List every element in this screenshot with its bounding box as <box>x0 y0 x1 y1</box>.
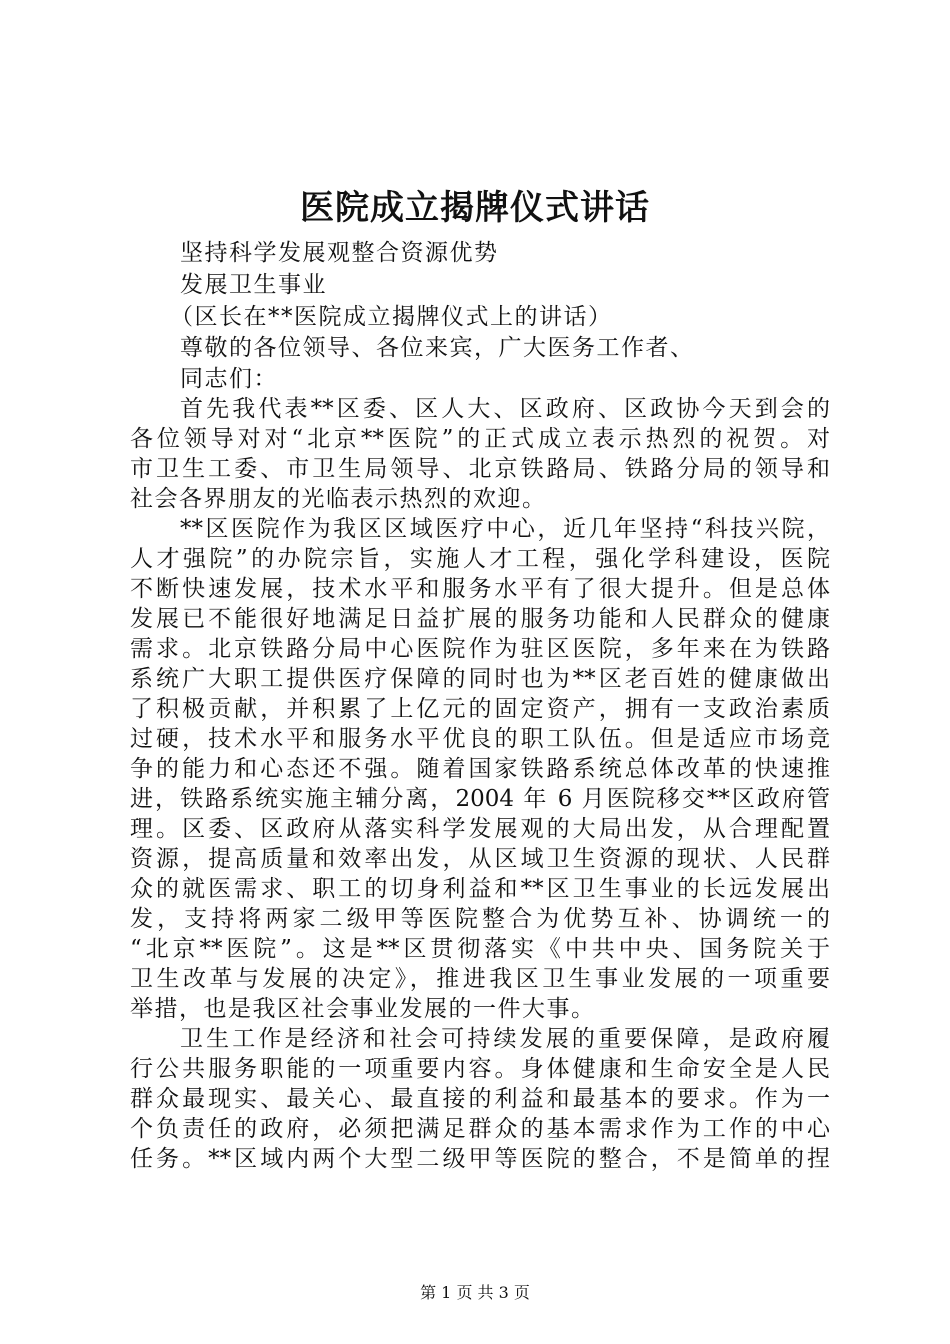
paragraph-line: 争的能力和心态还不强。随着国家铁路系统总体改革的快速推 <box>130 756 830 782</box>
subtitle-line-1: 坚持科学发展观整合资源优势 <box>180 240 499 266</box>
paragraph-line: “北京**医院”。这是**区贯彻落实《中共中央、国务院关于 <box>130 936 830 962</box>
salutation-line-1: 尊敬的各位领导、各位来宾，广大医务工作者、 <box>180 335 695 361</box>
paragraph-line: 过硬，技术水平和服务水平优良的职工队伍。但是适应市场竞 <box>130 726 830 752</box>
page-footer: 第 1 页 共 3 页 <box>420 1283 530 1302</box>
paragraph-line: 系统广大职工提供医疗保障的同时也为**区老百姓的健康做出 <box>130 666 830 692</box>
paragraph-line: 行公共服务职能的一项重要内容。身体健康和生命安全是人民 <box>130 1056 830 1082</box>
paragraph-line: 发展已不能很好地满足日益扩展的服务功能和人民群众的健康 <box>130 606 830 632</box>
paragraph-line: 进，铁路系统实施主辅分离，2004 年 6 月医院移交**区政府管 <box>130 786 830 812</box>
paragraph-line: 任务。**区域内两个大型二级甲等医院的整合，不是简单的捏 <box>130 1146 830 1172</box>
paragraph-line: 社会各界朋友的光临表示热烈的欢迎。 <box>130 486 547 512</box>
paragraph-line: 卫生改革与发展的决定》，推进我区卫生事业发展的一项重要 <box>130 966 830 992</box>
paragraph-line: 需求。北京铁路分局中心医院作为驻区医院，多年来在为铁路 <box>130 636 830 662</box>
paragraph-line: 举措，也是我区社会事业发展的一件大事。 <box>130 996 596 1022</box>
paragraph-line: 各位领导对对“北京**医院”的正式成立表示热烈的祝贺。对 <box>130 426 830 452</box>
paragraph-line: 首先我代表**区委、区人大、区政府、区政协今天到会的 <box>180 396 830 422</box>
paragraph-line: 市卫生工委、市卫生局领导、北京铁路局、铁路分局的领导和 <box>130 456 830 482</box>
paragraph-line: 理。区委、区政府从落实科学发展观的大局出发，从合理配置 <box>130 816 830 842</box>
paragraph-line: 众的就医需求、职工的切身利益和**区卫生事业的长远发展出 <box>130 876 830 902</box>
subtitle-line-2: 发展卫生事业 <box>180 272 327 298</box>
document-title: 医院成立揭牌仪式讲话 <box>300 188 650 228</box>
paragraph-line: **区医院作为我区区域医疗中心，近几年坚持“科技兴院， <box>180 516 830 542</box>
paragraph-line: 了积极贡献，并积累了上亿元的固定资产，拥有一支政治素质 <box>130 696 830 722</box>
paragraph-line: 卫生工作是经济和社会可持续发展的重要保障，是政府履 <box>180 1026 830 1052</box>
paragraph-line: 资源，提高质量和效率出发，从区域卫生资源的现状、人民群 <box>130 846 830 872</box>
paragraph-line: 发，支持将两家二级甲等医院整合为优势互补、协调统一的 <box>130 906 830 932</box>
salutation-line-2: 同志们： <box>180 366 278 392</box>
paragraph-line: 群众最现实、最关心、最直接的利益和最基本的要求。作为一 <box>130 1086 830 1112</box>
paragraph-line: 个负责任的政府，必须把满足群众的基本需求作为工作的中心 <box>130 1116 830 1142</box>
speaker-note: （区长在**医院成立揭牌仪式上的讲话） <box>170 304 613 330</box>
paragraph-line: 不断快速发展，技术水平和服务水平有了很大提升。但是总体 <box>130 576 830 602</box>
paragraph-line: 人才强院”的办院宗旨，实施人才工程，强化学科建设，医院 <box>130 546 830 572</box>
